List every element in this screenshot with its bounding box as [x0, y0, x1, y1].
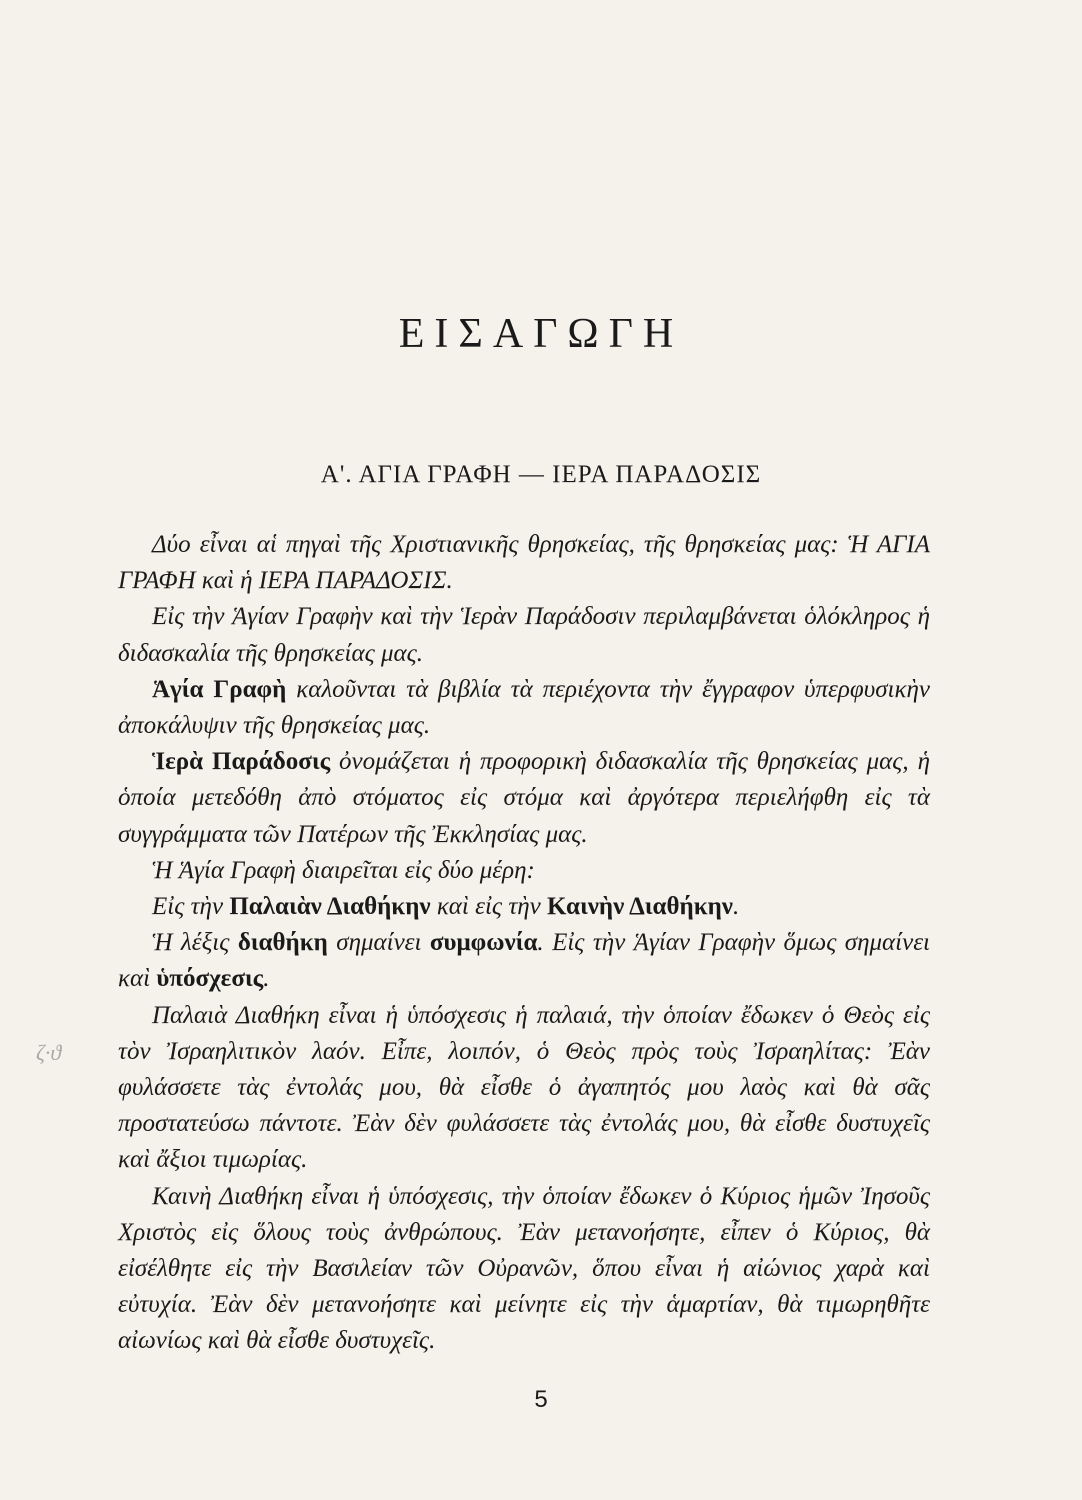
paragraph-4-text: ὀνομάζεται ἡ προφορικὴ διδασκαλία τῆς θρησκείας μας, ἡ ὁποία μετεδόθη ἀπὸ στόματος εἰς στόμα καὶ ἀργότερα περιελήφθη εἰς τὰ συγγράμματα τῶν Πατέρων τῆς Ἐκκλησίας μας. — [118, 748, 930, 848]
term-kaini-diathiki: Καινὴν Διαθήκην — [547, 893, 733, 921]
paragraph-3 — [118, 672, 930, 744]
paragraph-6-text-d: . — [732, 893, 740, 921]
body-text — [118, 527, 930, 1360]
paragraph-7-text-a: Ἡ λέξις — [152, 929, 238, 957]
paragraph-7-text-d: . Εἰς τὴν Ἁγίαν Γραφὴν ὅμως σημαίνει καὶ — [118, 929, 930, 993]
paragraph-2: Εἰς τὴν Ἁγίαν Γραφὴν καὶ τὴν Ἱερὰν Παράδοσιν περιλαμβάνεται ὁλόκληρος ἡ διδασκαλία τῆς θρησκείας μας. — [118, 603, 930, 667]
handwritten-margin-mark: ζ·ϑ — [36, 1040, 62, 1065]
term-yposchesis: ὑπόσχεσις — [156, 965, 264, 993]
term-palaia-diathiki: Παλαιὰν Διαθήκην — [229, 893, 431, 921]
paragraph-7-text-c: σημαίνει — [327, 929, 430, 957]
term-diathiki: διαθήκη — [237, 929, 328, 957]
paragraph-8: Παλαιὰ Διαθήκη εἶναι ἡ ὑπόσχεσις ἡ παλαιά, τὴν ὁποίαν ἔδωκεν ὁ Θεὸς εἰς τὸν Ἰσραηλιτικὸν λαόν. Εἶπε, λοιπόν, ὁ Θεὸς πρὸς τοὺς Ἰσραηλίτας: Ἐὰν φυλάσσετε τὰς ἐντολάς μου, θὰ εἶσθε ὁ ἀγαπητός μου λαὸς καὶ θὰ σᾶς προστατεύσω πάντοτε. Ἐὰν δὲν φυλάσσετε τὰς ἐντολάς μου, θὰ εἶσθε δυστυχεῖς καὶ ἄξιοι τιμωρίας. — [118, 1001, 930, 1174]
paragraph-6 — [118, 889, 930, 925]
paragraph-5: Ἡ Ἁγία Γραφὴ διαιρεῖται εἰς δύο μέρη: — [152, 856, 535, 884]
paragraph-1: Δύο εἶναι αἱ πηγαὶ τῆς Χριστιανικῆς θρησκείας, τῆς θρησκείας μας: Ἡ ΑΓΙΑ ΓΡΑΦΗ καὶ ἡ ΙΕΡΑ ΠΑΡΑΔΟΣΙΣ. — [118, 531, 930, 595]
paragraph-3-text: καλοῦνται τὰ βιβλία τὰ περιέχοντα τὴν ἔγγραφον ὑπερφυσικὴν ἀποκάλυψιν τῆς θρησκείας μας. — [118, 675, 930, 740]
paragraph-4 — [118, 744, 930, 853]
term-symfonia: συμφωνία — [429, 929, 538, 957]
paragraph-9: Καινὴ Διαθήκη εἶναι ἡ ὑπόσχεσις, τὴν ὁποίαν ἔδωκεν ὁ Κύριος ἡμῶν Ἰησοῦς Χριστὸς εἰς ὅλους τοὺς ἀνθρώπους. Ἐὰν μετανοήσητε, εἶπεν ὁ Κύριος, θὰ εἰσέλθητε εἰς τὴν Βασιλείαν τῶν Οὐρανῶν, ὅπου εἶναι ἡ αἰώνιος χαρὰ καὶ εὐτυχία. Ἐὰν δὲν μετανοήσητε καὶ μείνητε εἰς τὴν ἁμαρτίαν, θὰ τιμωρηθῆτε αἰωνίως καὶ θὰ εἶσθε δυστυχεῖς. — [118, 1182, 930, 1355]
paragraph-7-text-e: . — [263, 965, 270, 993]
paragraph-6-text-c: καὶ εἰς τὴν — [430, 893, 548, 921]
term-agia-grafi: Ἁγία Γραφὴ — [152, 675, 287, 703]
paragraph-6-text-a: Εἰς τὴν — [152, 893, 230, 921]
paragraph-7 — [118, 925, 930, 997]
term-iera-paradosis: Ἱερὰ Παράδοσις — [152, 748, 331, 776]
page-title: ΕΙΣΑΓΩΓΗ — [398, 311, 684, 357]
section-heading: Α'. ΑΓΙΑ ΓΡΑΦΗ — ΙΕΡΑ ΠΑΡΑΔΟΣΙΣ — [320, 461, 762, 488]
page-number: 5 — [534, 1386, 548, 1413]
